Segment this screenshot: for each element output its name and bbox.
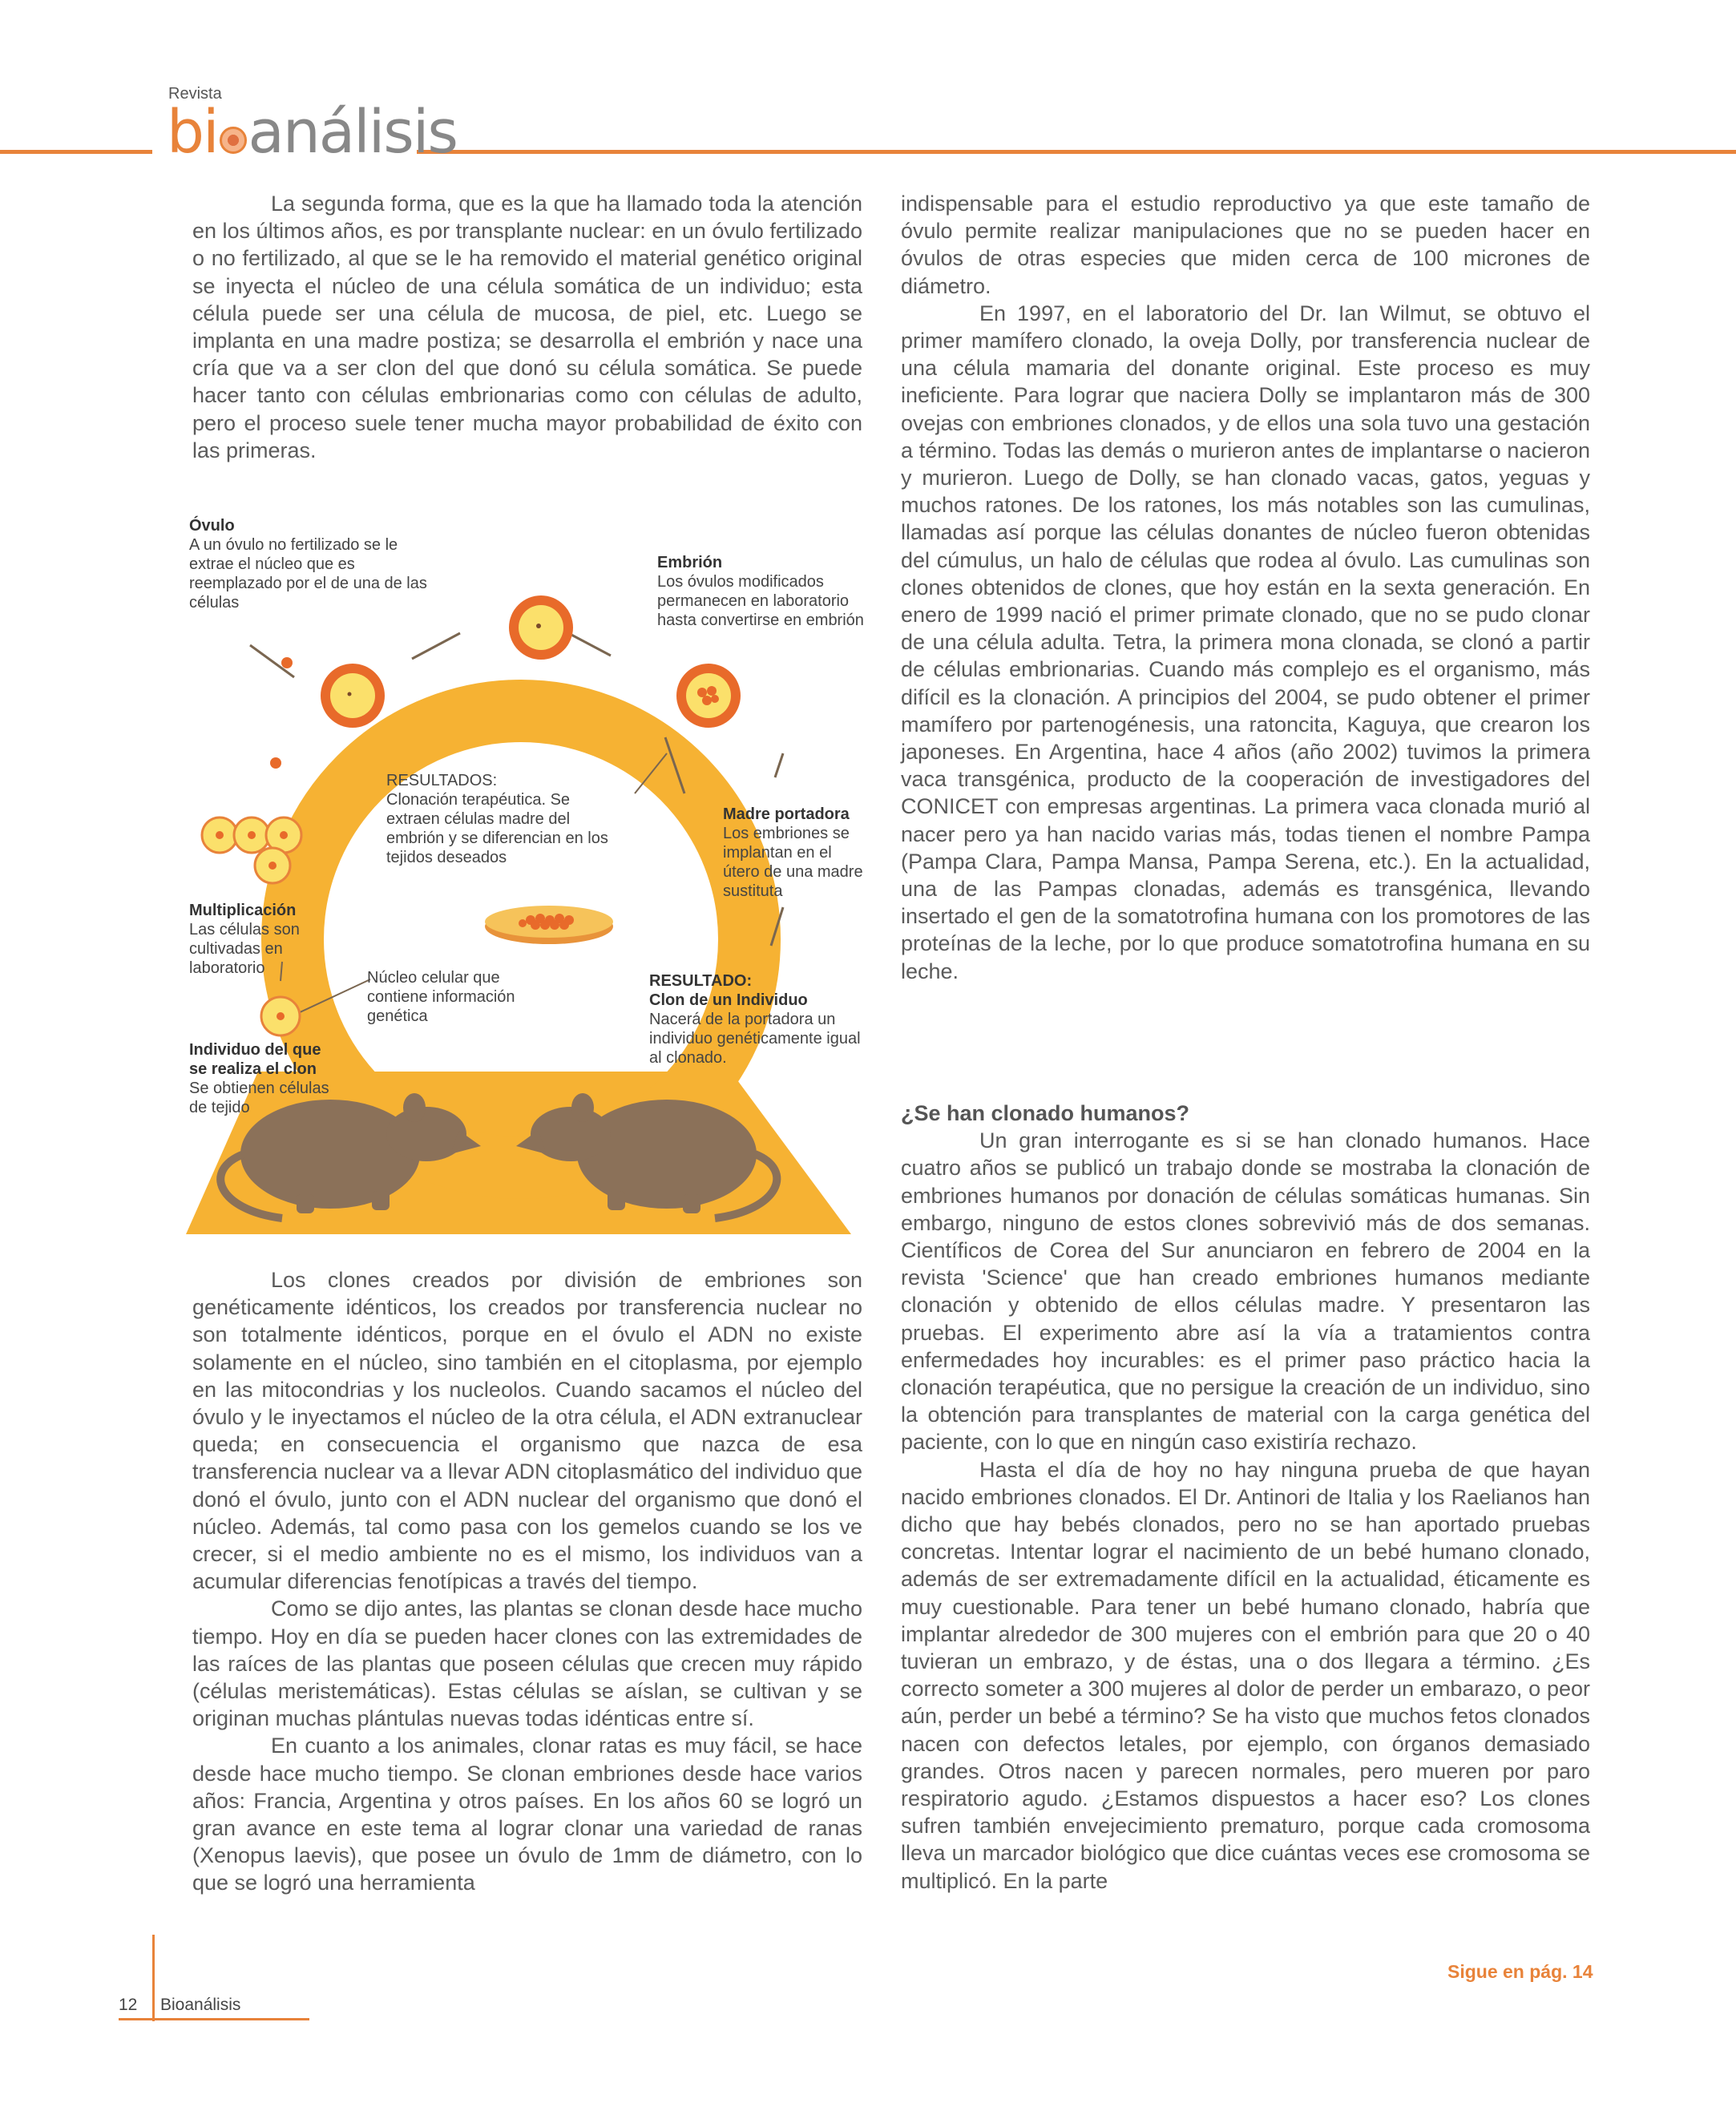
right-column-bottom <box>901 1100 1590 1895</box>
page-number: 12 <box>119 1996 138 2014</box>
multiplication-description: Las células son cultivadas en laboratorio <box>189 921 300 977</box>
embryo-blastomere <box>711 695 719 703</box>
cloning-diagram <box>186 513 869 1234</box>
logo-prefix: bi <box>167 98 218 167</box>
footer-magazine-name: Bioanálisis <box>160 1996 241 2014</box>
ovule-description: A un óvulo no fertilizado se le extrae el núcleo que es reemplazado por el de una de las células <box>189 536 427 612</box>
header-rule-right <box>417 150 1736 154</box>
paragraph: En cuanto a los animales, clonar ratas es muy fácil, se hace desde hace mucho tiempo. Se clonan embriones desde hace varios años: Francia, Argentina y otros países. En los años 60 se logró un gran avance en este tema al lograr clonar una variedad de ranas (Xenopus laevis), que posee un óvulo de 1mm de diámetro, con lo que se logró una herramienta <box>192 1734 862 1895</box>
paragraph: Como se dijo antes, las plantas se clonan desde hace mucho tiempo. Hoy en día se pueden hacer clones con las extremidades de las raíces de las plantas que poseen células que crecen muy rápido (células meristemáticas). Estas células se aíslan, se cultivan y se originan muchas plántulas nuevas todas idénticas entre sí. <box>192 1596 862 1731</box>
magazine-logo <box>167 98 457 167</box>
arrow-segment <box>412 633 460 659</box>
embryo-label <box>657 553 867 630</box>
ovule-nucleus <box>536 624 541 628</box>
arrow-segment <box>775 753 783 777</box>
ovule-title: Óvulo <box>189 517 235 535</box>
magazine-kicker: Revista <box>168 85 222 103</box>
paragraph: La segunda forma, que es la que ha llamado toda la atención en los últimos años, es por transplante nuclear: en un óvulo fertilizado o no fertilizado, al que se le ha removido el material genético original se inyecta el núcleo de una célula somática de un individuo; esta célula puede ser una célula de mucosa, de piel, etc. Luego se implanta en una madre postiza; se desarrolla el embrión y nace una cría que va a ser clon del que donó su célula somática. Se puede hacer tanto con células embrionarias como con células de adulto, pero el proceso suele tener mucha mayor probabilidad de éxito con las primeras. <box>192 192 862 462</box>
nucleus-dot-icon <box>281 657 293 668</box>
paragraph: indispensable para el estudio reproductivo ya que este tamaño de óvulo permite realizar manipulaciones que no se pueden hacer en óvulos de otras especies que miden cerca de 100 micrones de diámetro. <box>901 192 1590 298</box>
footer-rule <box>119 2018 309 2020</box>
logo-cell-icon <box>220 127 247 154</box>
ovule-cytoplasm <box>519 605 563 650</box>
therapeutic-results-label <box>386 771 627 867</box>
paragraph: Los clones creados por división de embriones son genéticamente idénticos, los creados por transferencia nuclear no son totalmente idénticos, porque en el óvulo el ADN no existe solamente en el núcleo, sino también en el citoplasma, por ejemplo en las mitocondrias y los nucleolos. Cuando sacamos el núcleo del óvulo y le inyectamos el núcleo de la otra célula, el ADN extranuclear queda; en consecuencia el organismo que nazca de esa transferencia nuclear va a llevar ADN citoplasmático del individuo que donó el óvulo, junto con el ADN nuclear del organismo que donó el núcleo. Además, tal como pasa con los gemelos cuando se los ve crecer, si el medio ambiente no es el mismo, los individuos van a acumular diferencias fenotípicas a través del tiempo. <box>192 1268 862 1594</box>
embryo-blastomere <box>697 688 707 697</box>
left-column-bottom <box>192 1266 862 1897</box>
donor-description: Se obtienen células de tejido <box>189 1080 329 1116</box>
donor-individual-label <box>189 1040 341 1117</box>
embryo-blastomere <box>702 696 712 705</box>
nucleus-label <box>367 968 543 1026</box>
clone-result-label <box>649 971 867 1068</box>
multiplied-cells-icon <box>202 817 301 883</box>
left-column-top <box>192 190 862 464</box>
paragraph: En 1997, en el laboratorio del Dr. Ian Wilmut, se obtuvo el primer mamífero clonado, la oveja Dolly, por transferencia nuclear de una célula mamaria del donante original. Este proceso es muy ineficiente. Para lograr que naciera Dolly se implantaron más de 300 ovejas con embriones clonados, y de ellos una sola tuvo una gestación a término. Todas las demás o murieron antes de implantarse o nacieron y murieron. Luego de Dolly, se han clonado vacas, gatos, yeguas y muchos ratones. De los ratones, los más notables son las cumulinas, llamadas así porque las células donantes de núcleo fueron obtenidas del cúmulus, un halo de células que rodea al óvulo. Las cumulinas son clones obtenidos de clones, que hoy están en la sexta generación. En enero de 1999 nació el primer primate clonado, que no se pudo clonar de una célula adulta. Tetra, la primera mona clonada, se clonó a partir de células embrionarias. Cuando más complejo es el organismo, más difícil es la clonación. A principios del 2004, se pudo obtener el primer mamífero por partenogénesis, una ratoncita, Kaguya, que crearon los japoneses. En Argentina, hace 4 años (año 2002) tuvimos la primera vaca transgénica, producto de la cooperación de investigadores del CONICET con empresas argentinas. La primera vaca clonada murió al nacer pero ya han nacido varias más, todas tienen el nombre Pampa (Pampa Clara, Pampa Mansa, Pampa Serena, etc.). En la actualidad, una de las Pampas clonadas, además es transgénica, llevando insertado el gen de la somatotrofina humana con los promotores de las proteínas de la leche, por lo que produce somatotrofina humana en su leche. <box>901 301 1590 983</box>
ovule-label <box>189 516 430 612</box>
embryo-cytoplasm <box>686 673 731 718</box>
embryo-title: Embrión <box>657 554 723 571</box>
header-rule-left <box>0 150 152 154</box>
surrogate-title: Madre portadora <box>723 805 850 823</box>
nucleus-dot-icon <box>270 757 281 769</box>
right-column-top <box>901 190 1590 985</box>
continued-on-link: Sigue en pág. 14 <box>1447 1961 1593 1982</box>
footer-rule-vertical <box>152 1935 155 2021</box>
clone-result-subtitle: Clon de un Individuo <box>649 991 808 1009</box>
ovule-cytoplasm <box>330 673 375 718</box>
multiplication-title: Multiplicación <box>189 902 297 919</box>
multiplication-label <box>189 901 317 978</box>
surrogate-description: Los embriones se implantan en el útero de una madre sustituta <box>723 825 863 900</box>
results-description: Clonación terapéutica. Se extraen células madre del embrión y se diferencian en los tejidos deseados <box>386 791 608 866</box>
paragraph: Un gran interrogante es si se han clonado humanos. Hace cuatro años se publicó un trabajo donde se mostraba la clonación de embriones humanos por donación de células somáticas humanas. Sin embargo, ninguno de estos clones sobrevivió más de dos semanas. Científicos de Corea del Sur anunciaron en febrero de 2004 en la revista 'Science' que han creado embriones humanos mediante clonación y obtenido de ellos células madre. Y presentaron las pruebas. El experimento abre así la vía a tratamientos contra enfermedades hoy incurables: es el primer paso práctico hacia la clonación terapéutica, que no persigue la creación de un individuo, sino la obtención para transplantes de material con la carga genética del paciente, con lo que en ningún caso existiría rechazo. <box>901 1128 1590 1455</box>
section-heading: ¿Se han clonado humanos? <box>901 1101 1190 1125</box>
nucleus-description: Núcleo celular que contiene información genética <box>367 969 515 1025</box>
ovule-nucleus <box>348 692 352 696</box>
paragraph: Hasta el día de hoy no hay ninguna prueba de que hayan nacido embriones clonados. El Dr. Antinori de Italia y los Raelianos han dicho que hay bebés clonados, pero no se han aportado pruebas concretas. Intentar lograr el nacimiento de un bebé humano clonado, además de ser extremadamente difícil en la actualidad, éticamente es muy cuestionable. Para tener un bebé humano clonado, habría que implantar alrededor de 300 mujeres con el embrión para que 20 o 40 tuvieran un embrazo, y de éstas, una o dos llegara a término. ¿Es correcto someter a 300 mujeres al dolor de perder un embarazo, o peor aún, perder un bebé a término? Se ha visto que muchos fetos clonados nacen con defectos letales, por ejemplo, con órganos demasiado grandes. Otros nacen y parecen normales, pero mueren por paro respiratorio agudo. ¿Estamos dispuestos a hacer eso? Los clones sufren también envejecimiento prematuro, porque cada cromosoma lleva un marcador biológico que dice cuántas veces ese cromosoma se multiplicó. En la parte <box>901 1457 1590 1893</box>
somatic-nucleus <box>277 1012 285 1020</box>
petri-dish-icon <box>485 906 613 944</box>
clone-result-title: RESULTADO: <box>649 972 753 990</box>
results-title: RESULTADOS: <box>386 772 498 789</box>
embryo-blastomere <box>707 686 717 696</box>
clone-result-description: Nacerá de la portadora un individuo genéticamente igual al clonado. <box>649 1011 861 1067</box>
donor-title: Individuo del que se realiza el clon <box>189 1041 321 1078</box>
logo-suffix: análisis <box>248 98 457 167</box>
surrogate-mother-label <box>723 805 867 901</box>
embryo-description: Los óvulos modificados permanecen en laboratorio hasta convertirse en embrión <box>657 573 864 629</box>
